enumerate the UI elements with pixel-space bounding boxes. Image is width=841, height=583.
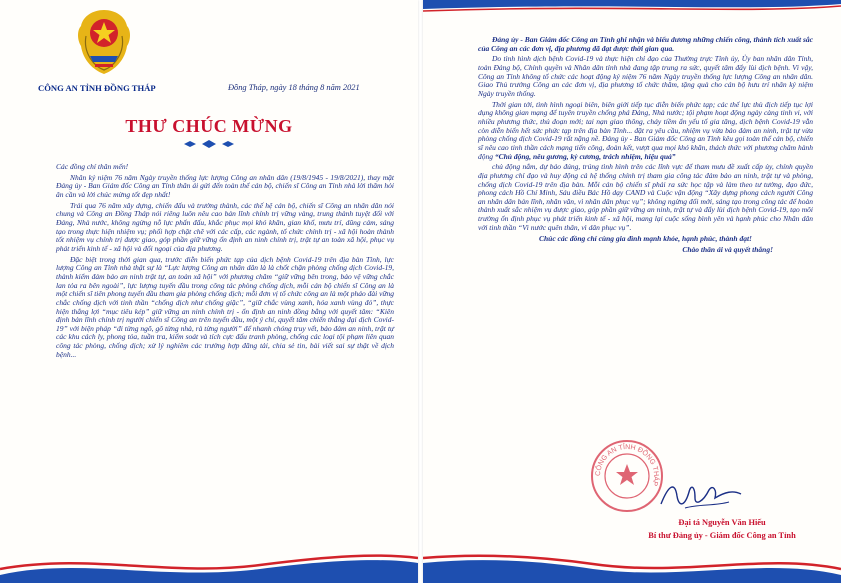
seal-text: CÔNG AN TỈNH ĐỒNG THÁP (594, 443, 660, 487)
decorative-wave-icon (423, 547, 841, 583)
greeting: Các đồng chí thân mến! (56, 162, 129, 171)
paragraph: Trải qua 76 năm xây dựng, chiến đấu và trưởng thành, các thế hệ cán bộ, chiến sĩ Công an nhân dân nói chung và Công an Đồng Tháp nói riêng luôn nêu cao bản lĩnh chính trị vững vàng, trung thành tuyệt đối với Đảng, Nhà nước, không ngừng nỗ lực phấn đấu, khắc phục mọi khó khăn, gian khổ, mưu trí, dũng cảm, sáng tạo trong thực hiện nhiệm vụ; phối hợp chặt chẽ với các cấp, các ngành, tổ chức chính trị - xã hội hoàn thành tốt nhiệm vụ chính trị được giao, góp phần giữ vững ổn định an ninh chính trị, trật tự an toàn xã hội, phục vụ phát triển kinh tế - xã hội và đối ngoại của địa phương. (56, 200, 394, 253)
decorative-wave-icon (0, 547, 418, 583)
lead-paragraph: Đảng ủy - Ban Giám đốc Công an Tỉnh ghi nhận và biểu dương những chiến công, thành tích xuất sắc của Công an các đơn vị, địa phương đã đạt được thời gian qua. (478, 35, 813, 53)
signer-position: Bí thư Đảng ủy - Giám đốc Công an Tỉnh (648, 531, 796, 540)
signature-icon (655, 476, 745, 514)
official-seal-icon (589, 438, 665, 514)
paragraph-text: Thời gian tới, tình hình ngoại biên, biên giới tiếp tục diễn biến phức tạp; các thế lực thù địch tiếp tục lợi dụng không gian mạng để tuyên truyền chống phá Đảng, Nhà nước; tội phạm hoạt động ngày càng tinh vi, với nhiều phương thức, thủ đoạn mới; tai nạn giao thông, cháy tiềm ẩn yếu tố gia tăng, dịch bệnh Covid-19 vẫn còn diễn biến hết sức phức tạp trên địa bàn Tỉnh... đặt ra yêu cầu, nhiệm vụ vừa bảo đảm an ninh, trật tự vừa phòng chống dịch Covid-19 rất nặng nề. Đảng ủy - Ban Giám đốc Công an Tỉnh kêu gọi toàn thể cán bộ, chiến sĩ nêu cao tinh thần cách mạng tiến công, đoàn kết, vượt qua mọi khó khăn, thách thức với phương châm hành động (478, 99, 813, 161)
letter-body-right (478, 36, 813, 255)
paragraph: chủ động nắm, dự báo đúng, trúng tình hình trên các lĩnh vực để tham mưu đề xuất cấp ủy, chính quyền địa phương chỉ đạo và huy động cả hệ thống chính trị tham gia công tác đảm bảo an ninh, trật tự và phòng, chống dịch Covid-19 trên địa bàn. Mỗi cán bộ chiến sĩ phải ra sức học tập và làm theo tư tưởng, đạo đức, phong cách Hồ Chí Minh, Sáu điều Bác Hồ dạy CAND và Cuộc vận động “Xây dựng phong cách người Công an nhân dân bản lĩnh, nhân văn, vì nhân dân phục vụ”; không ngừng đổi mới, sáng tạo trong công tác để hoàn thành xuất sắc nhiệm vụ được giao, góp phần giữ vững an ninh, trật tự và đẩy lùi dịch bệnh Covid-19, tạo môi trường ổn định phục vụ phát triển kinh tế - xã hội, mang lại cuộc sống bình yên và hạnh phúc cho Nhân dân với tinh thần “Vì nước quên thân, vì dân phục vụ”. (478, 162, 813, 232)
motto: “Chủ động, nêu gương, kỷ cương, trách nhiệm, hiệu quả” (494, 151, 676, 161)
police-emblem-icon (73, 6, 135, 78)
closing-salutation: Chào thân ái và quyết thắng! (682, 245, 773, 255)
dateline: Đồng Tháp, ngày 18 tháng 8 năm 2021 (228, 83, 360, 92)
letter-body-left (56, 163, 394, 359)
paragraph: Do tình hình dịch bệnh Covid-19 và thực hiện chỉ đạo của Thường trực Tỉnh ủy, Ủy ban nhân dân Tỉnh, toàn Đảng bộ, Chính quyền và Nhân dân tỉnh nhà đang tập trung ra sức, quyết tâm đẩy lùi dịch bệnh. Vì vậy, Công an Tỉnh không tổ chức các hoạt động kỷ niệm 76 năm Ngày truyền thống lực lượng Công an nhân dân. Giao Thủ trưởng Công an các đơn vị, địa phương tổ chức thăm, tặng quà cho cán bộ hưu trí nhân kỷ niệm Ngày truyền thống. (478, 54, 813, 98)
organization-name: CÔNG AN TỈNH ĐỒNG THÁP (38, 83, 156, 93)
ornament-divider-icon (182, 139, 236, 149)
paragraph: Đặc biệt trong thời gian qua, trước diễn biến phức tạp của dịch bệnh Covid-19 trên địa bàn Tỉnh, lực lượng Công an Tỉnh nhà thật sự là “Lực lượng Công an nhân dân là là chốt chặn phòng chống dịch Covid-19, thành kiểm đảm bảo an ninh trật tự, an toàn xã hội” với phương châm “giữ vững bên trong, bảo vệ vững chắc lan tỏa ra bên ngoài”, lực lượng tuyến đầu trong công tác phòng chống dịch, mỗi cán bộ chiến sĩ Công an là một chiến sĩ tiên phong tuyến đầu tham gia phòng chống dịch; mỗi đơn vị tổ chức công an là một pháo đài vững chắc chống dịch với tinh thần “chống dịch như chống giặc”, “giữ chắc vùng xanh, hóa xanh vùng đỏ”, thực hiện thắng lợi “mục tiêu kép” giữ vững an ninh chính trị - ổn định an ninh đồng bằng với quyết tâm: “Kiên định bản lĩnh chính trị người chiến sĩ Công an trên tuyến đầu, một ý chí, quyết tâm chiến thắng đại dịch Covid-19” với biện pháp “đi từng ngõ, gõ từng nhà, rà từng người” để nhanh chóng truy vết, bảo đảm an ninh, trật tự các khu cách ly, phong tỏa, tuần tra, kiểm soát và tích cực đấu tranh phòng, chống các loại tội phạm liên quan công tác phòng, chống dịch; xử lý nghiêm các trường hợp đăng tải, chia sẻ tin, bài viết sai sự thật về dịch bệnh... (56, 254, 394, 359)
letter-title: THƯ CHÚC MỪNG (125, 116, 293, 136)
closing-wish: Chúc các đồng chí cùng gia đình mạnh khỏe, hạnh phúc, thành đạt! (539, 234, 752, 244)
paragraph: Nhân kỷ niệm 76 năm Ngày truyền thống lực lượng Công an nhân dân (19/8/1945 - 19/8/2021), thay mặt Đảng ủy - Ban Giám đốc Công an Tỉnh thân ái gửi đến toàn thể cán bộ, chiến sĩ Công an Tỉnh nhà lời thăm hỏi ân cần và lời chúc mừng tốt đẹp nhất! (56, 172, 394, 199)
letter-page-left (0, 0, 418, 583)
decorative-top-wave-icon (423, 0, 841, 14)
paragraph (478, 101, 813, 162)
letter-page-right (423, 0, 841, 583)
signer-name: Đại tá Nguyễn Văn Hiếu (678, 518, 766, 527)
